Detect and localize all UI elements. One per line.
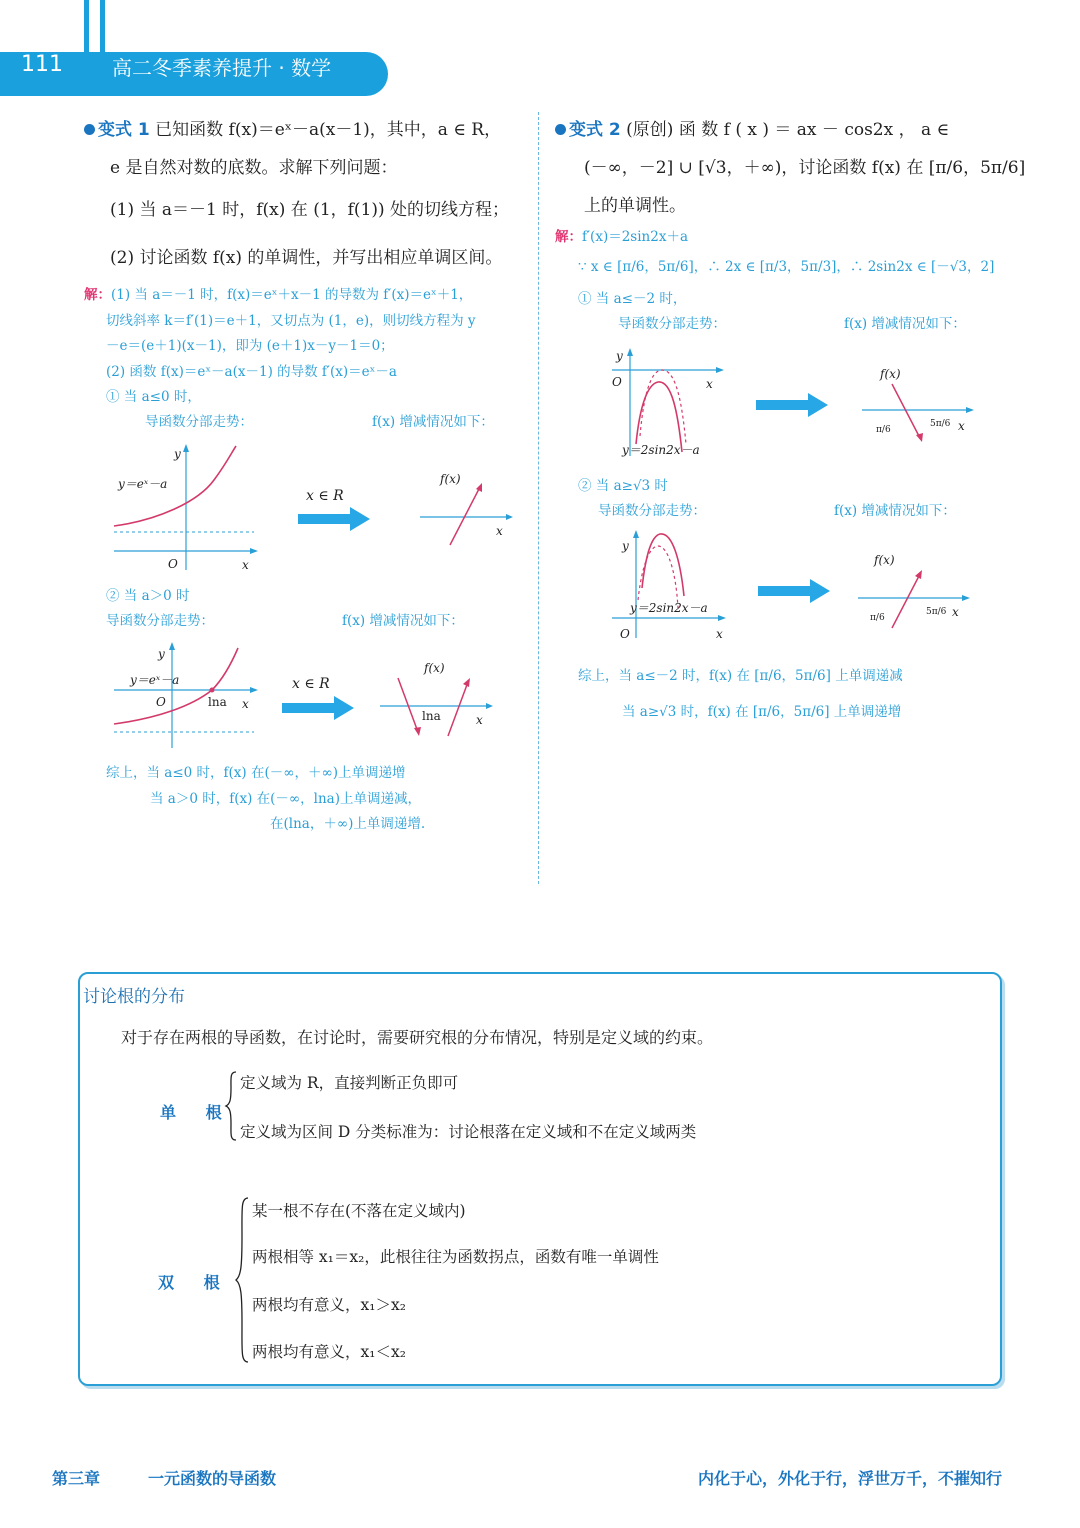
y-axis-arrow-icon	[627, 348, 633, 356]
right-monotonic-graph-2	[856, 546, 972, 632]
right-question-line: (－∞，－2] ∪ [√3，＋∞)，讨论函数 f(x) 在 [π/6，5π/6]	[584, 158, 1026, 178]
left-derivative-graph-2	[108, 638, 260, 753]
right-case2: ② 当 a≥√3 时	[578, 478, 668, 494]
pi-over-6-label: π/6	[870, 613, 885, 623]
fx-label: f(x)	[874, 553, 895, 567]
x-axis-arrow-icon	[718, 615, 726, 621]
y-axis-label: y	[174, 447, 181, 461]
header-divider-line	[100, 0, 105, 96]
left-derivative-graph-1	[108, 440, 260, 575]
left-monotonic-graph-2	[378, 654, 494, 742]
right-trend-label: 导函数分部走势：	[618, 316, 726, 332]
origin-label: O	[156, 695, 166, 709]
left-brace-icon	[224, 1070, 238, 1142]
curve-label: y＝eˣ－a	[130, 673, 180, 687]
y-axis-arrow-icon	[169, 642, 175, 650]
y-axis-label: y	[616, 349, 623, 363]
decreasing-arrow-icon	[414, 727, 421, 736]
five-pi-over-6-label: 5π/6	[930, 419, 951, 429]
y-axis-arrow-icon	[633, 530, 639, 538]
right-derivative-graph-1	[606, 344, 728, 460]
decreasing-arrow-icon	[916, 433, 923, 442]
x-axis-arrow-icon	[250, 548, 258, 554]
header-divider-line	[84, 0, 89, 96]
right-question-line: 上的单调性。	[584, 196, 686, 216]
left-solution-line: 解：(1) 当 a＝－1 时，f(x)＝eˣ＋x－1 的导数为 f′(x)＝eˣ＋1，	[84, 287, 473, 303]
bullet-dot-icon	[555, 124, 566, 135]
left-summary-line: 综上，当 a≤0 时，f(x) 在(－∞，＋∞)上单调递增	[106, 765, 406, 781]
left-question-part1: (1) 当 a＝－1 时，f(x) 在 (1，f(1)) 处的切线方程；	[110, 200, 510, 220]
right-summary-line: 综上，当 a≤－2 时，f(x) 在 [π/6，5π/6] 上单调递减	[578, 668, 903, 684]
root-label: lna	[422, 709, 441, 723]
left-brace-icon	[234, 1196, 250, 1364]
increasing-arrow	[448, 682, 468, 736]
x-axis-label: x	[958, 419, 965, 433]
right-question-line: 变式 2 (原创) 函 数 f ( x ) ＝ ax － cos2x ， a ∈	[555, 118, 949, 142]
y-axis-arrow-icon	[183, 444, 189, 452]
x-axis-label: x	[476, 713, 483, 727]
header-title: 高二冬季素养提升 · 数学	[112, 56, 332, 80]
single-root-label: 单 根	[160, 1103, 234, 1122]
left-tag: 变式 1	[98, 120, 150, 140]
x-axis-arrow-icon	[716, 367, 724, 373]
double-root-item: 某一根不存在(不落在定义域内)	[252, 1202, 466, 1220]
origin-label: O	[612, 375, 622, 389]
left-question-line: 变式 1 已知函数 f(x)＝eˣ－a(x－1)，其中，a ∈ R，	[84, 118, 501, 142]
left-summary-line: 在(lna，＋∞)上单调递增.	[270, 816, 426, 832]
page-number: 111	[21, 52, 63, 77]
box-intro: 对于存在两根的导函数，在讨论时，需要研究根的分布情况，特别是定义域的约束。	[121, 1028, 714, 1047]
pi-over-6-label: π/6	[876, 425, 891, 435]
x-axis-label: x	[242, 697, 249, 711]
fx-label: f(x)	[880, 367, 901, 381]
right-tag: 变式 2	[569, 120, 621, 140]
derivative-curve	[636, 382, 682, 452]
left-case1: ① 当 a≤0 时，	[106, 389, 201, 405]
increasing-arrow-icon	[476, 483, 482, 492]
increasing-arrow	[450, 487, 480, 545]
right-arrow-icon	[298, 507, 372, 531]
x-axis-arrow-icon	[486, 703, 493, 709]
domain-label: x ∈ R	[306, 488, 344, 504]
decreasing-arrow	[398, 678, 418, 732]
right-monotonic-graph-1	[860, 362, 976, 446]
double-root-label: 双 根	[158, 1273, 232, 1292]
left-increase-label: f(x) 增减情况如下：	[342, 613, 464, 629]
origin-label: O	[620, 627, 630, 641]
x-axis-arrow-icon	[962, 595, 970, 601]
right-increase-label: f(x) 增减情况如下：	[834, 503, 956, 519]
curve-label: y＝eˣ－a	[118, 477, 168, 491]
left-monotonic-graph-1	[418, 465, 514, 553]
single-root-item: 定义域为区间 D 分类标准为：讨论根落在定义域和不在定义域两类	[240, 1123, 697, 1141]
footer-chapter: 第三章	[52, 1469, 101, 1488]
left-question-part2: (2) 讨论函数 f(x) 的单调性，并写出相应单调区间。	[110, 248, 503, 268]
footer-motto: 内化于心，外化于行，浮世万千，不摧知行	[698, 1469, 1003, 1488]
solution-label: 解：	[84, 287, 111, 303]
left-question-line: e 是自然对数的底数。求解下列问题：	[110, 158, 398, 178]
column-divider	[538, 112, 539, 884]
right-increase-label: f(x) 增减情况如下：	[844, 316, 966, 332]
x-axis-arrow-icon	[506, 514, 513, 520]
five-pi-over-6-label: 5π/6	[926, 607, 947, 617]
y-axis-label: y	[158, 647, 165, 661]
left-solution-line: 切线斜率 k＝f′(1)＝e＋1，又切点为 (1，e)，则切线方程为 y	[106, 313, 476, 329]
left-case2: ② 当 a＞0 时	[106, 588, 190, 604]
curve-label: y＝2sin2x－a	[630, 601, 708, 615]
single-root-item: 定义域为 R，直接判断正负即可	[240, 1074, 459, 1092]
increasing-arrow-icon	[915, 570, 922, 579]
right-arrow-icon	[282, 696, 356, 720]
origin-label: O	[168, 557, 178, 571]
x-axis-arrow-icon	[966, 407, 974, 413]
double-root-item: 两根均有意义，x₁＞x₂	[252, 1296, 406, 1314]
x-axis-label: x	[952, 605, 959, 619]
right-arrow-icon	[756, 393, 830, 417]
y-axis-label: y	[622, 539, 629, 553]
left-summary-line: 当 a＞0 时，f(x) 在(－∞，lna)上单调递减，	[150, 791, 421, 807]
left-increase-label: f(x) 增减情况如下：	[372, 414, 494, 430]
right-case1: ① 当 a≤－2 时，	[578, 291, 687, 307]
right-trend-label: 导函数分部走势：	[598, 503, 706, 519]
decreasing-arrow	[892, 384, 920, 438]
x-axis-label: x	[716, 627, 723, 641]
right-solution-line: ∵ x ∈ [π/6，5π/6]，∴ 2x ∈ [π/3，5π/3]，∴ 2sin2x ∈ [－√3，2]	[578, 259, 995, 275]
left-trend-label: 导函数分部走势：	[106, 613, 214, 629]
footer-chapter-title: 一元函数的导函数	[148, 1469, 277, 1488]
curve-label: y＝2sin2x－a	[622, 443, 700, 457]
root-label: lna	[208, 695, 227, 709]
domain-label: x ∈ R	[292, 676, 330, 692]
right-summary-line: 当 a≥√3 时，f(x) 在 [π/6，5π/6] 上单调递增	[622, 704, 902, 720]
bullet-dot-icon	[84, 124, 95, 135]
root-point	[210, 688, 215, 693]
box-title: 讨论根的分布	[83, 987, 185, 1007]
left-solution-line: (2) 函数 f(x)＝eˣ－a(x－1) 的导数 f′(x)＝eˣ－a	[106, 364, 397, 380]
x-axis-label: x	[242, 558, 249, 572]
double-root-item: 两根均有意义，x₁＜x₂	[252, 1343, 406, 1361]
left-trend-label: 导函数分部走势：	[145, 414, 253, 430]
right-solution-line: 解：f′(x)＝2sin2x＋a	[555, 229, 688, 245]
right-derivative-graph-2	[606, 528, 732, 642]
x-axis-label: x	[496, 524, 503, 538]
fx-label: f(x)	[424, 661, 445, 675]
fx-label: f(x)	[440, 472, 461, 486]
right-arrow-icon	[758, 579, 832, 603]
solution-label: 解：	[555, 229, 582, 245]
increasing-arrow-icon	[463, 678, 470, 687]
x-axis-label: x	[706, 377, 713, 391]
left-solution-line: －e＝(e＋1)(x－1)，即为 (e＋1)x－y－1＝0；	[106, 338, 394, 354]
derivative-curve	[642, 534, 684, 596]
increasing-arrow	[892, 574, 920, 628]
x-axis-arrow-icon	[250, 687, 258, 693]
double-root-item: 两根相等 x₁＝x₂，此根往往为函数拐点，函数有唯一单调性	[252, 1248, 659, 1266]
